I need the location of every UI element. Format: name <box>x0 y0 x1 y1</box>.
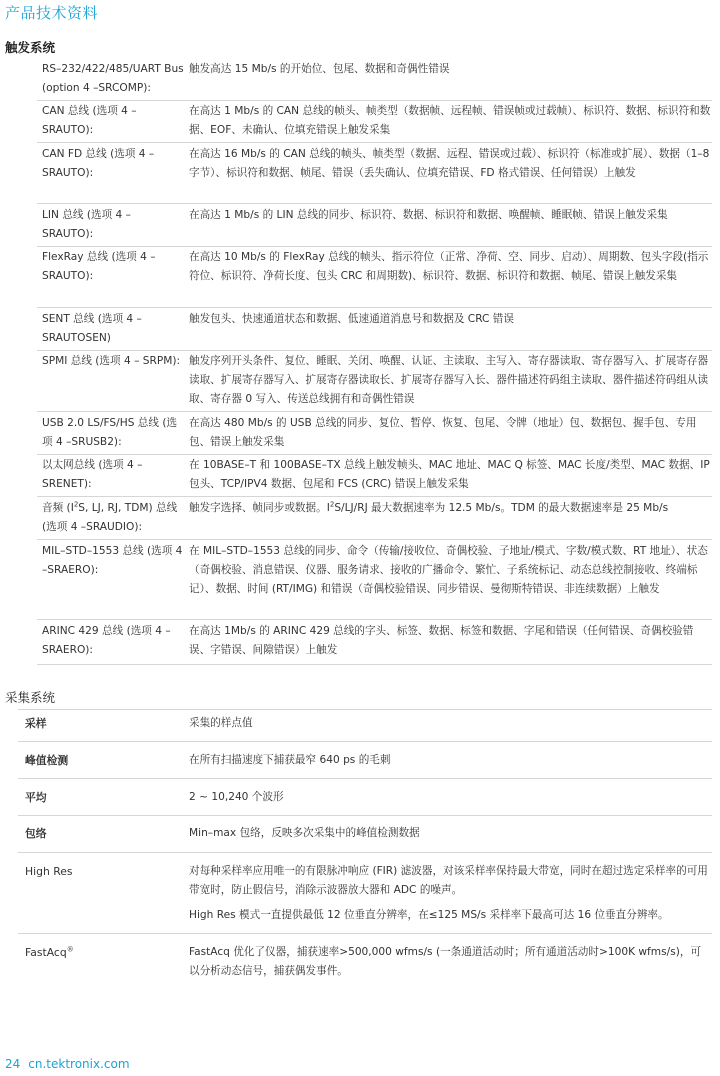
trigger-row-desc: 在 MIL–STD–1553 总线的同步、命令（传输/接收位、奇偶校验、子地址/模式、字数/模式数、RT 地址）、状态（奇偶校验、消息错误、仪器、服务请求、接收的广播命令、繁忙、子系统标记、动态总线控制接收、终端标记）、数据、时间 (RT/IMG) 和错误（奇偶校验错误、同步错误、曼彻斯特错误、非连续数据）上触发 <box>189 545 708 595</box>
acq-row-desc: FastAcq 优化了仪器，捕获速率>500,000 wfms/s (一条通道活动时；所有通道活动时>100K wfms/s)，可以分析动态信号，捕获偶发事件。 <box>189 946 702 977</box>
row-divider <box>37 203 712 204</box>
trigger-row-label: MIL–STD–1553 总线 (选项 4 –SRAERO): <box>42 545 183 576</box>
trigger-row-desc-audio: 触发字选择、帧同步或数据。$I^2S/LJ/RJ$ 最大数据速率为 12.5 Mb/s。TDM 的最大数据速率是 25 Mb/s <box>189 500 669 514</box>
row-divider <box>37 307 712 308</box>
acq-row-label: High Res <box>25 865 73 878</box>
acquisition-section-title: 采集系统 <box>5 690 56 705</box>
trigger-row-label: ARINC 429 总线 (选项 4 – SRAERO): <box>42 625 171 656</box>
row-divider <box>18 741 712 742</box>
trigger-row-label-audio: 音频 ($I^2S$, LJ, RJ, TDM) 总线 (选项 4 –SRAUDIO): <box>42 500 178 533</box>
trigger-row-desc: 触发高达 15 Mb/s 的开始位、包尾、数据和奇偶性错误 <box>189 63 450 75</box>
row-divider <box>37 539 712 540</box>
trigger-row-desc: 在 10BASE–T 和 100BASE–TX 总线上触发帧头、MAC 地址、MAC Q 标签、MAC 长度/类型、MAC 数据、IP 包头、TCP/IPV4 数据、包尾和 FCS (CRC) 错误上触发采集 <box>189 459 710 490</box>
trigger-row-label: 以太网总线 (选项 4 – SRENET): <box>42 459 143 490</box>
trigger-row-label: SENT 总线 (选项 4 – SRAUTOSEN) <box>42 313 142 344</box>
acq-row-desc: Min–max 包络，反映多次采集中的峰值检测数据 <box>189 827 420 839</box>
trigger-row-desc: 触发序列开头条件、复位、睡眠、关闭、唤醒、认证、主读取、主写入、寄存器读取、寄存器写入、扩展寄存器读取、扩展寄存器写入、扩展寄存器读取长、扩展寄存器写入长、器件描述符码组主读取、器件描述符码组从读取、寄存器 0 写入、传送总线拥有和奇偶性错误 <box>189 355 709 405</box>
row-divider <box>37 664 712 665</box>
trigger-row-desc: 在高达 10 Mb/s 的 FlexRay 总线的帧头、指示符位（正常、净荷、空、同步、启动）、周期数、包头字段(指示符位、标识符、净荷长度、包头 CRC 和周期数)、标识符、数据、标识符和数据、帧尾、错误上触发采集 <box>189 251 709 282</box>
row-divider <box>37 496 712 497</box>
page-footer <box>5 1057 130 1071</box>
acq-row-desc: 2 ~ 10,240 个波形 <box>189 791 284 803</box>
trigger-row-label: SPMI 总线 (选项 4 – SRPM): <box>42 355 181 367</box>
page-header-title: 产品技术资料 <box>5 4 99 22</box>
trigger-row-desc: 在高达 1 Mb/s 的 LIN 总线的同步、标识符、数据、标识符和数据、唤醒帧、睡眠帧、错误上触发采集 <box>189 209 668 221</box>
row-divider <box>37 100 712 101</box>
row-divider <box>18 852 712 853</box>
footer-site-link[interactable]: cn.tektronix.com <box>28 1057 130 1071</box>
trigger-row-desc: 触发包头、快速通道状态和数据、低速通道消息号和数据及 CRC 错误 <box>189 313 514 325</box>
row-divider <box>37 454 712 455</box>
acq-row-label: 平均 <box>25 791 47 804</box>
trigger-row-label: CAN FD 总线 (选项 4 – SRAUTO): <box>42 148 155 179</box>
trigger-row-desc: 在高达 1 Mb/s 的 CAN 总线的帧头、帧类型（数据帧、远程帧、错误帧或过载帧）、标识符、数据、标识符和数据、EOF、未确认、位填充错误上触发采集 <box>189 105 711 136</box>
acq-row-label: 峰值检测 <box>25 754 69 767</box>
row-divider <box>37 350 712 351</box>
row-divider <box>18 933 712 934</box>
trigger-section-title: 触发系统 <box>5 40 56 55</box>
row-divider <box>18 778 712 779</box>
acq-row-label-fastacq: FastAcq® <box>25 945 74 959</box>
row-divider <box>37 246 712 247</box>
acq-row-desc-extra: High Res 模式一直提供最低 12 位垂直分辨率，在≤125 MS/s 采样率下最高可达 16 位垂直分辨率。 <box>189 909 669 921</box>
trigger-row-label: RS–232/422/485/UART Bus (option 4 –SRCOMP): <box>42 63 184 94</box>
acq-row-label: 采样 <box>25 717 47 730</box>
row-divider <box>37 142 712 143</box>
acq-row-label: 包络 <box>25 827 47 840</box>
trigger-row-label: CAN 总线 (选项 4 – SRAUTO): <box>42 105 137 136</box>
acq-row-desc: 在所有扫描速度下捕获最窄 640 ps 的毛刺 <box>189 754 391 766</box>
row-divider <box>37 619 712 620</box>
trigger-row-label: LIN 总线 (选项 4 – SRAUTO): <box>42 209 131 240</box>
trigger-row-label: USB 2.0 LS/FS/HS 总线 (选项 4 –SRUSB2): <box>42 417 178 448</box>
trigger-row-desc: 在高达 480 Mb/s 的 USB 总线的同步、复位、暂停、恢复、包尾、令牌（地址）包、数据包、握手包、专用包、错误上触发采集 <box>189 417 697 448</box>
acq-row-desc: 对每种采样率应用唯一的有限脉冲响应 (FIR) 滤波器，对该采样率保持最大带宽，同时在超过选定采样率的可用带宽时，防止假信号，消除示波器放大器和 ADC 的噪声。 <box>189 865 708 896</box>
acq-row-desc: 采集的样点值 <box>189 717 253 729</box>
row-divider <box>18 815 712 816</box>
trigger-row-label: FlexRay 总线 (选项 4 – SRAUTO): <box>42 251 156 282</box>
row-divider <box>37 411 712 412</box>
trigger-row-desc: 在高达 16 Mb/s 的 CAN 总线的帧头、帧类型（数据、远程、错误或过载）、标识符（标准或扩展）、数据（1–8 字节）、标识符和数据、帧尾、错误（丢失确认、位填充错误、FD 格式错误、任何错误）上触发 <box>189 148 710 179</box>
page-number: 24 <box>5 1057 21 1071</box>
row-divider <box>18 709 712 710</box>
trigger-row-desc: 在高达 1Mb/s 的 ARINC 429 总线的字头、标签、数据、标签和数据、字尾和错误（任何错误、奇偶校验错误、字错误、间隙错误）上触发 <box>189 625 694 656</box>
